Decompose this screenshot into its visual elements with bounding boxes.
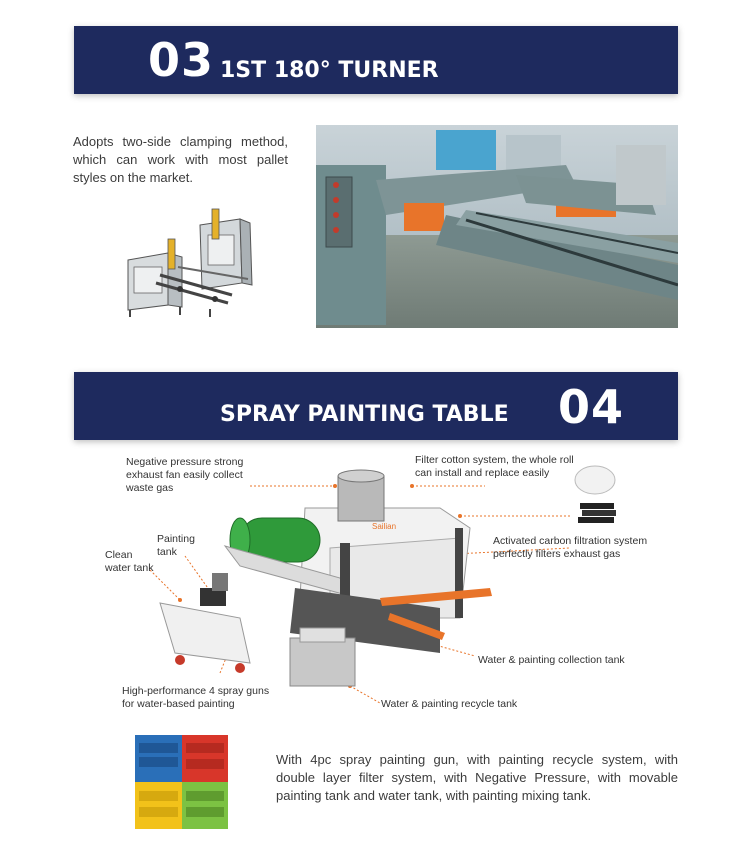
label-clean-water-tank: Clean water tank	[105, 549, 154, 574]
section-04-banner	[74, 372, 678, 440]
turner-description: Adopts two-side clamping method, which can work with most pallet styles on the market.	[73, 134, 288, 185]
section-03-banner	[74, 26, 678, 94]
brand-logo-text: Sailian	[372, 522, 397, 531]
turner-diagram-image	[120, 205, 260, 320]
section-title: SPRAY PAINTING TABLE	[220, 402, 509, 427]
label-filter-cotton: Filter cotton system, the whole roll can install and replace easily	[415, 454, 574, 479]
spray-table-description: With 4pc spray painting gun, with painting recycle system, with double layer filter system, with Negative Pressure, with movable painting tank and water tank, with painting mixing tank.	[276, 752, 678, 803]
label-carbon-filtration: Activated carbon filtration system perfectly filters exhaust gas	[493, 535, 648, 560]
label-painting-tank: Painting tank	[157, 533, 195, 558]
label-collection-tank: Water & painting collection tank	[478, 654, 625, 666]
label-exhaust-fan: Negative pressure strong exhaust fan easily collect waste gas	[126, 456, 244, 494]
section-number: 04	[558, 380, 625, 434]
label-recycle-tank: Water & painting recycle tank	[381, 698, 518, 710]
turner-factory-photo	[316, 125, 678, 328]
label-spray-guns: High-performance 4 spray guns for water-based painting	[122, 685, 270, 710]
section-title: 1ST 180° TURNER	[220, 58, 439, 83]
section-number: 03	[148, 33, 215, 87]
pallet-collage-image	[135, 735, 228, 829]
